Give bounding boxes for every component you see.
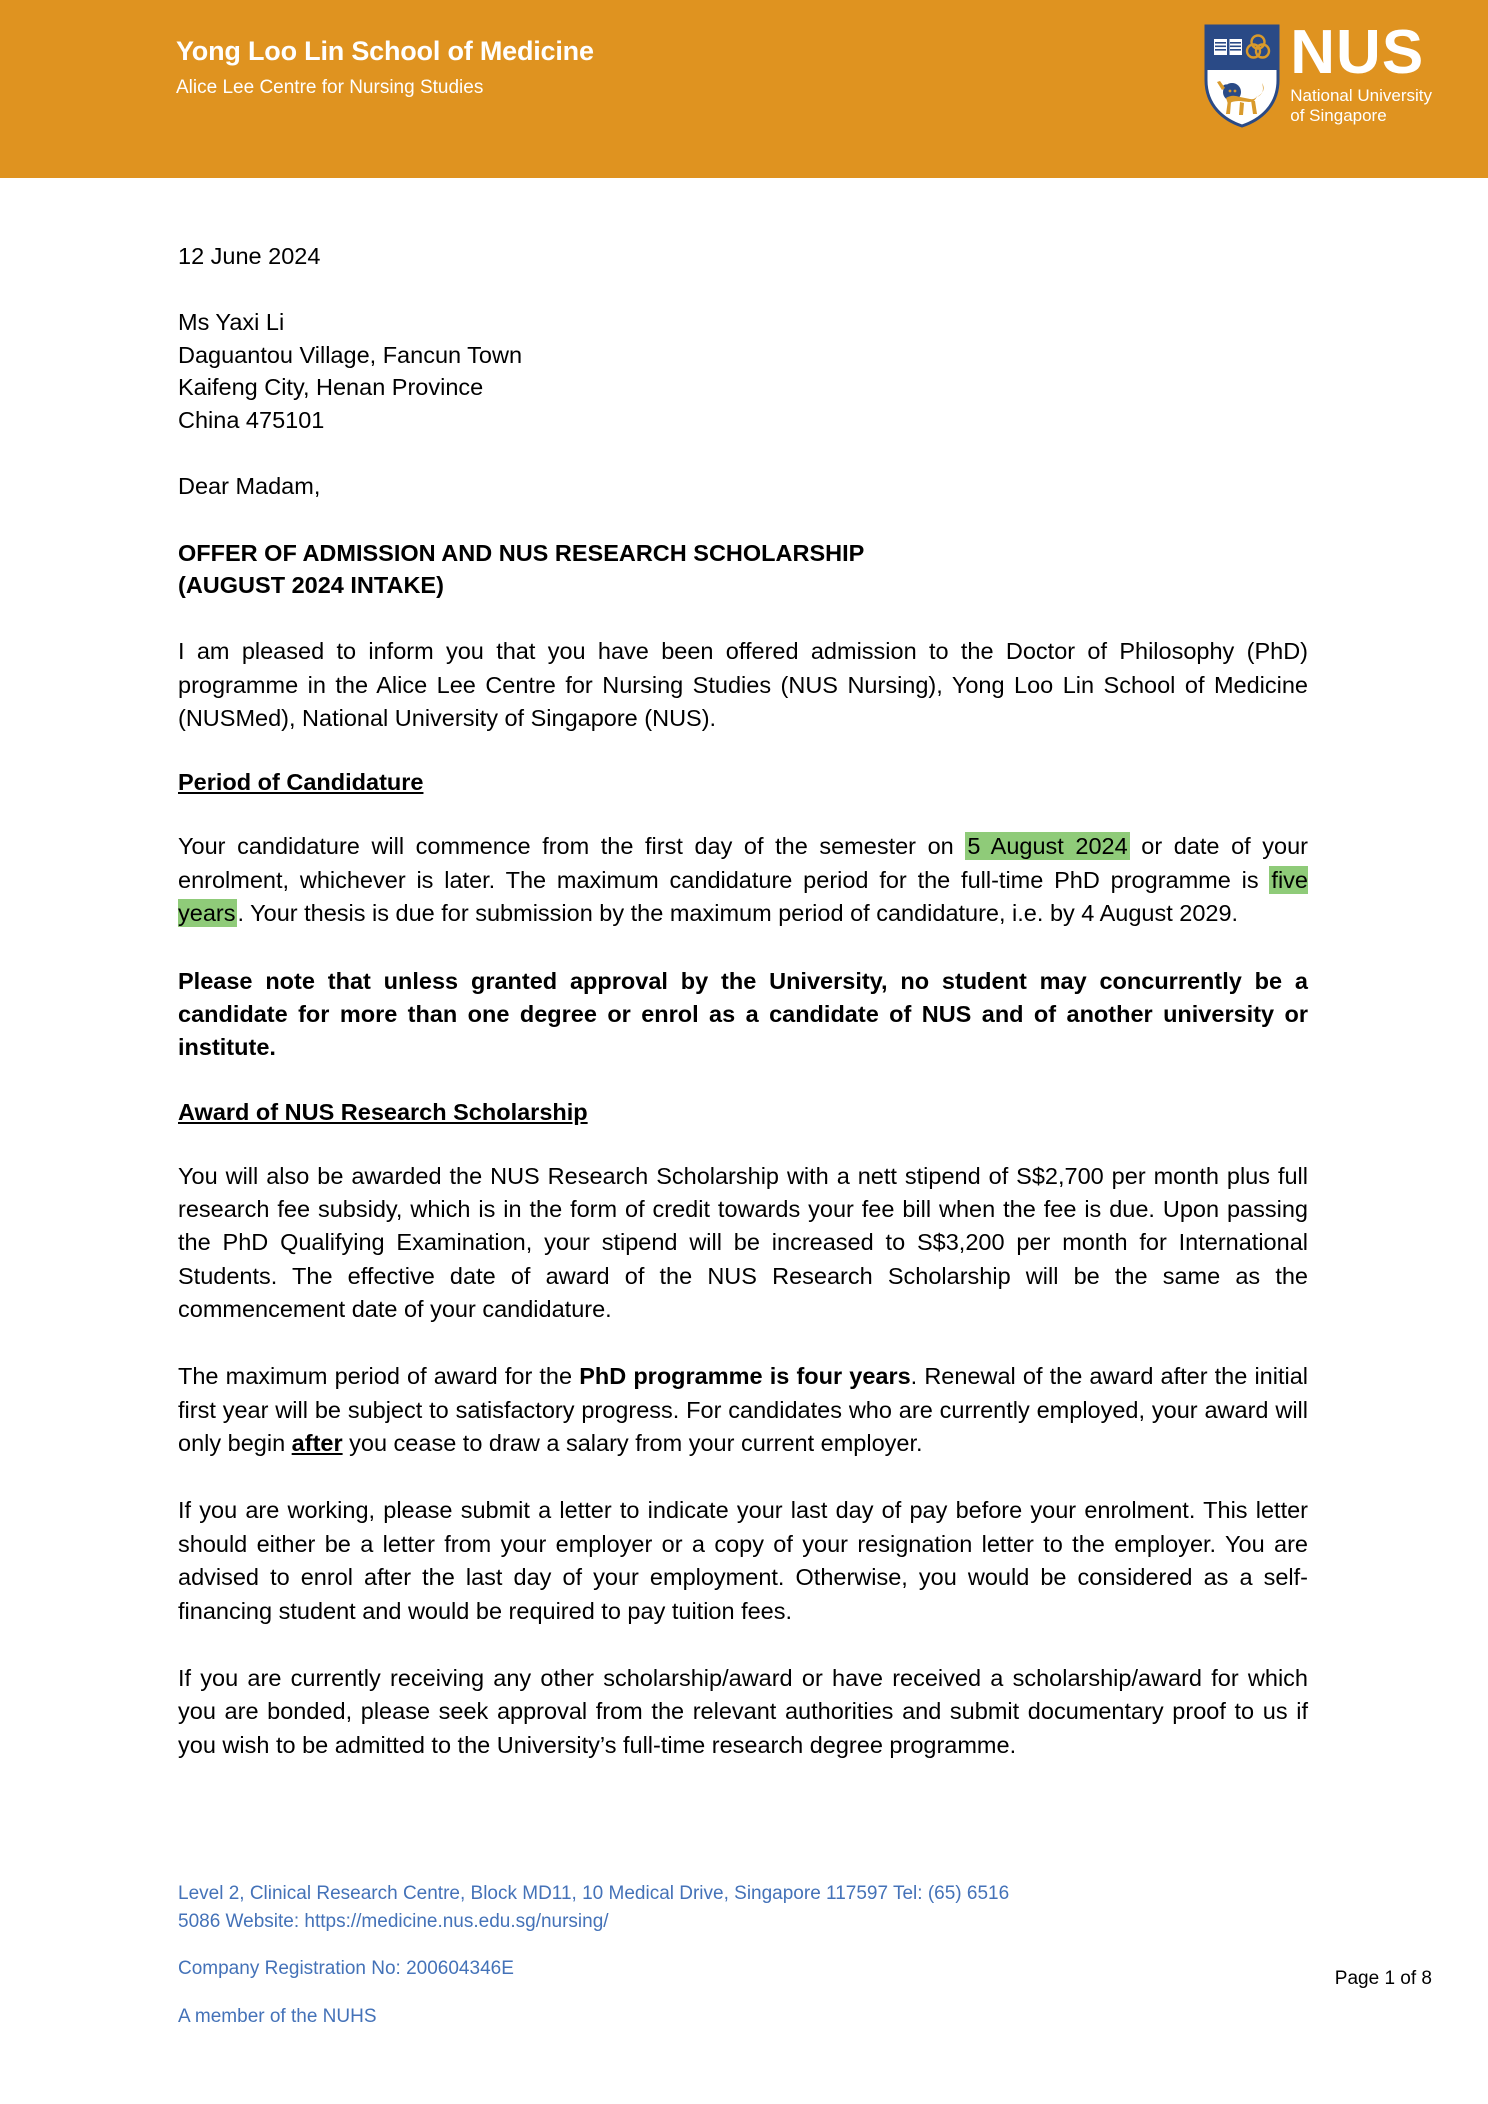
award-period-bold: PhD programme is four years — [579, 1363, 911, 1390]
footer-company-registration: Company Registration No: 200604346E — [178, 1958, 514, 1980]
spacer — [178, 1126, 1308, 1160]
award-period-text-part-3: you cease to draw a salary from your current employer. — [342, 1430, 923, 1457]
letter-body — [178, 240, 1308, 1762]
recipient-name: Ms Yaxi Li — [178, 309, 285, 336]
spacer — [178, 796, 1308, 830]
spacer — [178, 601, 1308, 635]
section-candidature — [178, 769, 1308, 796]
nus-wordmark: NUS — [1290, 18, 1425, 87]
spacer — [178, 1628, 1308, 1662]
intro-paragraph: I am pleased to inform you that you have been offered admission to the Doctor of Philosophy (PhD) programme in the Alice Lee Centre for Nursing Studies (NUS Nursing), Yong Loo Lin School of Medicine (NUSMed), National University of Singapore (NUS). — [178, 638, 1308, 732]
scholarship-paragraph-4: If you are currently receiving any other scholarship/award or have received a scholarship/award for which you are bonded, please seek approval from the relevant authorities and submit documentary proof to us if you wish to be admitted to the University’s full-time research degree programme. — [178, 1664, 1308, 1758]
section-heading-scholarship: Award of NUS Research Scholarship — [178, 1098, 588, 1125]
award-period-text-part-1: The maximum period of award for the — [178, 1363, 580, 1390]
spacer — [178, 1326, 1308, 1360]
recipient-address-line-1: Daguantou Village, Fancun Town — [178, 341, 523, 368]
highlight-candidature-duration: five years — [178, 866, 1308, 927]
candidature-text-part-2: or date of your enrolment, whichever is later. The maximum candidature period for the full-time PhD programme is — [178, 833, 1308, 893]
spacer — [178, 931, 1308, 965]
recipient-address-line-3: China 475101 — [178, 406, 325, 433]
candidature-text-part-3: . Your thesis is due for submission by the maximum period of candidature, i.e. by 4 August 2029. — [237, 900, 1239, 927]
letter-date: 12 June 2024 — [178, 243, 321, 269]
page-footer — [178, 1880, 1338, 2030]
footer-address-line-2: 5086 Website: https://medicine.nus.edu.sg/nursing/ — [178, 1910, 609, 1932]
subject-line-1: OFFER OF ADMISSION AND NUS RESEARCH SCHOLARSHIP — [178, 539, 865, 566]
scholarship-paragraph-2 — [178, 1360, 1308, 1460]
spacer — [178, 1983, 1338, 2003]
page-header-band — [0, 0, 1488, 178]
school-name: Yong Loo Lin School of Medicine — [176, 36, 594, 66]
nus-crest-icon — [1204, 24, 1280, 128]
section-heading-candidature: Period of Candidature — [178, 769, 424, 796]
spacer — [178, 735, 1308, 769]
concurrent-candidature-notice: Please note that unless granted approval by the University, no student may concurrently be a candidate for more than one degree or enrol as a candidate of NUS and of another university or institute. — [178, 967, 1308, 1061]
subject-line-2: (AUGUST 2024 INTAKE) — [178, 571, 444, 598]
nus-wordmark-group — [1290, 18, 1432, 126]
spacer — [178, 272, 1308, 306]
footer-nuhs-member: A member of the NUHS — [178, 2005, 377, 2027]
header-title-group — [176, 36, 594, 99]
award-after-emphasis: after — [291, 1430, 343, 1457]
nus-subtitle-line1: National University — [1290, 85, 1432, 105]
spacer — [178, 1460, 1308, 1494]
salutation: Dear Madam, — [178, 473, 321, 500]
section-scholarship — [178, 1099, 1308, 1126]
scholarship-paragraph-3: If you are working, please submit a letter to indicate your last day of pay before your enrolment. This letter should either be a letter from your employer or a copy of your resignation letter to the employer. You are advised to enrol after the last day of your employment. Otherwise, you would be considered as a self-financing student and would be required to pay tuition fees. — [178, 1497, 1308, 1624]
spacer — [178, 503, 1308, 537]
footer-address-line-1: Level 2, Clinical Research Centre, Block MD11, 10 Medical Drive, Singapore 117597 Tel: (65) 6516 — [178, 1883, 1010, 1904]
centre-name: Alice Lee Centre for Nursing Studies — [176, 77, 484, 99]
candidature-paragraph — [178, 830, 1308, 930]
page-number: Page 1 of 8 — [1334, 1968, 1432, 1989]
spacer — [178, 1935, 1338, 1955]
recipient-address-line-2: Kaifeng City, Henan Province — [178, 374, 484, 401]
candidature-text-part-1: Your candidature will commence from the first day of the semester on — [178, 833, 966, 860]
scholarship-paragraph-1: You will also be awarded the NUS Research Scholarship with a nett stipend of S$2,700 per month plus full research fee subsidy, which is in the form of credit towards your fee bill when the fee is due. Upon passing the PhD Qualifying Examination, your stipend will be increased to S$3,200 per month for International Students. The effective date of award of the NUS Research Scholarship will be the same as the commencement date of your candidature. — [178, 1162, 1308, 1323]
nus-logo — [1204, 18, 1432, 128]
award-period-text-part-2: . Renewal of the award after the initial first year will be subject to satisfactory progress. For candidates who are currently employed, your award will only begin — [178, 1363, 1308, 1457]
spacer — [178, 1065, 1308, 1099]
highlight-commencement-date: 5 August 2024 — [967, 833, 1128, 860]
nus-subtitle-line2: of Singapore — [1290, 105, 1387, 125]
spacer — [178, 436, 1308, 470]
